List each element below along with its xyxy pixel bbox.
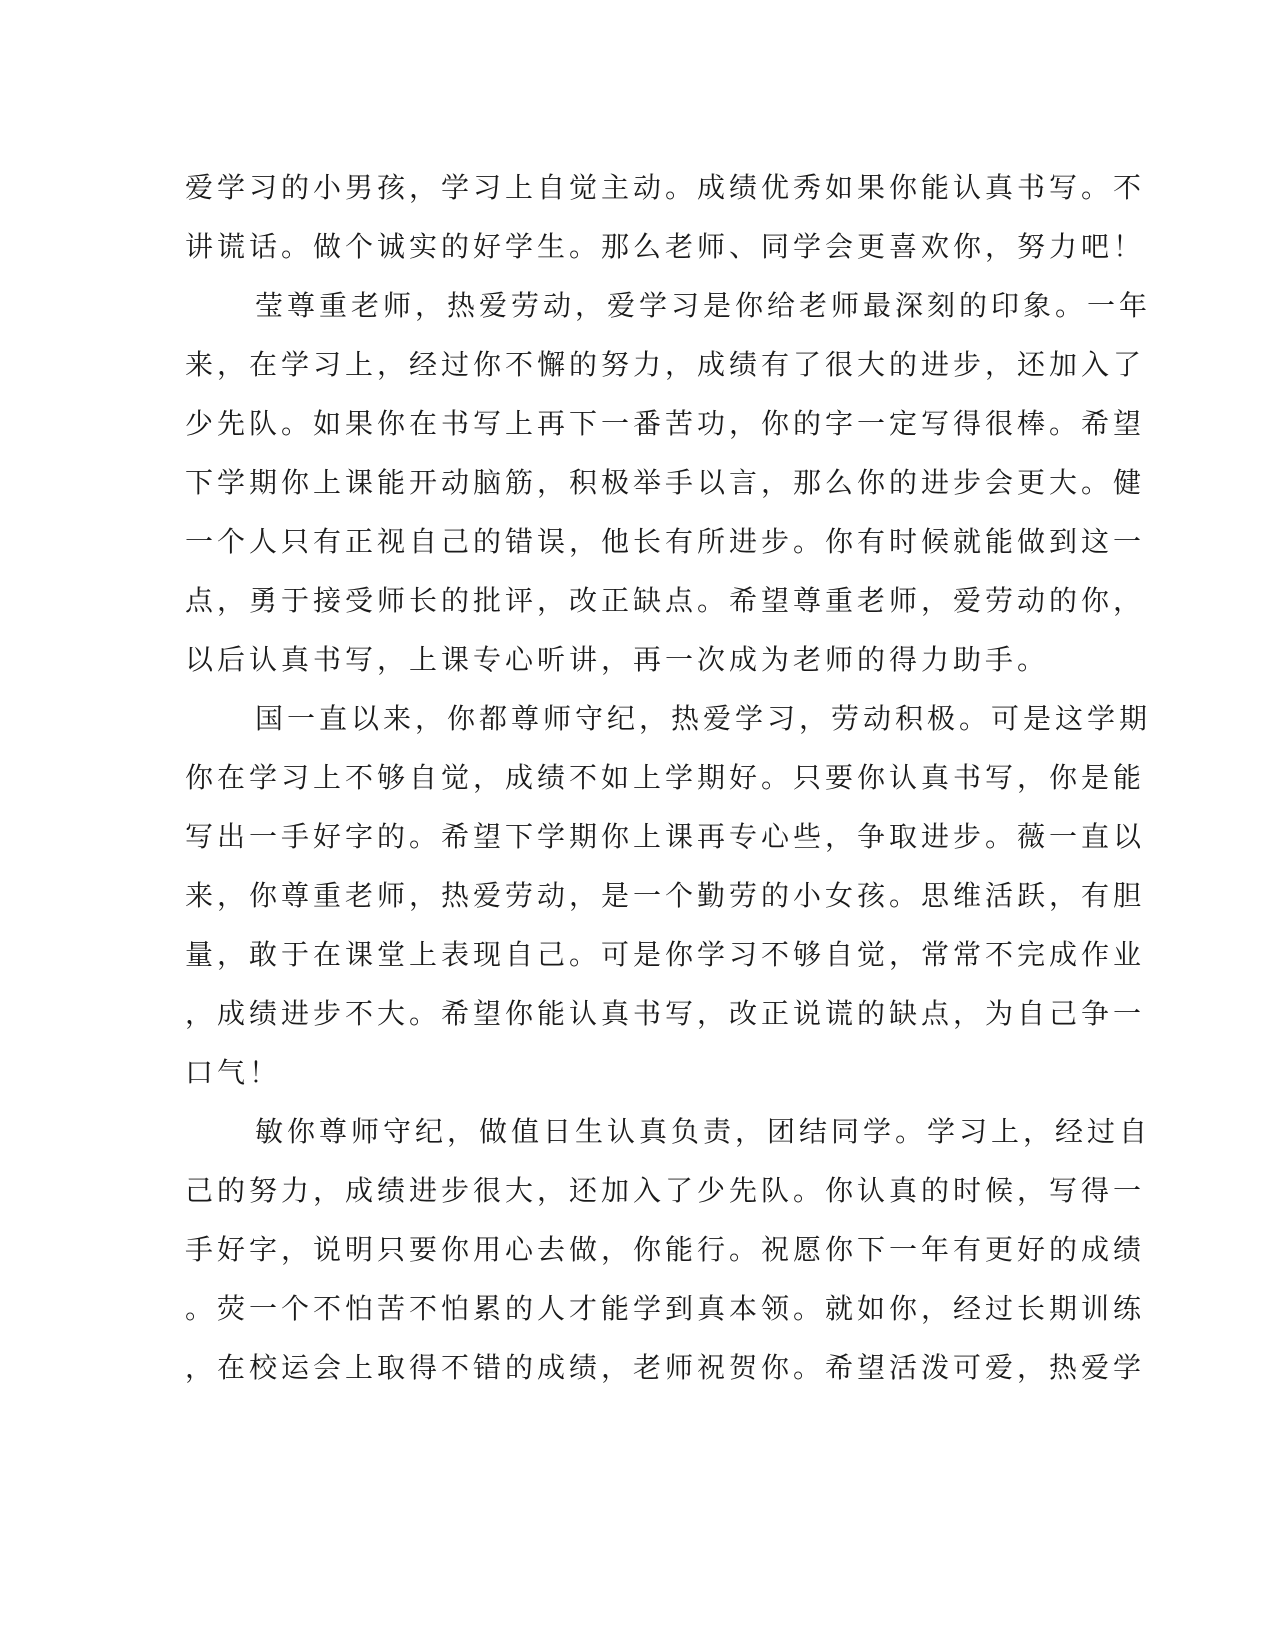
text-line: 以后认真书写，上课专心听讲，再一次成为老师的得力助手。 [185, 643, 1050, 676]
text-line: 爱学习的小男孩，学习上自觉主动。成绩优秀如果你能认真书写。不 [185, 171, 1146, 204]
text-line: ，在校运会上取得不错的成绩，老师祝贺你。希望活泼可爱，热爱学 [185, 1351, 1146, 1384]
text-line: 写出一手好字的。希望下学期你上课再专心些，争取进步。薇一直以 [185, 820, 1146, 853]
paragraph-start-line: 莹尊重老师，热爱劳动，爱学习是你给老师最深刻的印象。一年 [255, 289, 1152, 322]
text-line: 一个人只有正视自己的错误，他长有所进步。你有时候就能做到这一 [185, 525, 1146, 558]
text-line: 下学期你上课能开动脑筋，积极举手以言，那么你的进步会更大。健 [185, 466, 1146, 499]
document-body [185, 158, 1152, 1397]
text-line: 量，敢于在课堂上表现自己。可是你学习不够自觉，常常不完成作业 [185, 938, 1146, 971]
text-line: 少先队。如果你在书写上再下一番苦功，你的字一定写得很棒。希望 [185, 407, 1146, 440]
paragraph-start-line: 国一直以来，你都尊师守纪，热爱学习，劳动积极。可是这学期 [255, 702, 1152, 735]
text-line: 讲谎话。做个诚实的好学生。那么老师、同学会更喜欢你，努力吧！ [185, 230, 1146, 263]
text-line: 来，在学习上，经过你不懈的努力，成绩有了很大的进步，还加入了 [185, 348, 1146, 381]
paragraph-start-line: 敏你尊师守纪，做值日生认真负责，团结同学。学习上，经过自 [255, 1115, 1152, 1148]
text-line: 来，你尊重老师，热爱劳动，是一个勤劳的小女孩。思维活跃，有胆 [185, 879, 1146, 912]
text-line: 口气！ [185, 1056, 282, 1089]
text-line: 。荧一个不怕苦不怕累的人才能学到真本领。就如你，经过长期训练 [185, 1292, 1146, 1325]
text-line: ，成绩进步不大。希望你能认真书写，改正说谎的缺点，为自己争一 [185, 997, 1146, 1030]
text-line: 你在学习上不够自觉，成绩不如上学期好。只要你认真书写，你是能 [185, 761, 1146, 794]
text-line: 点，勇于接受师长的批评，改正缺点。希望尊重老师，爱劳动的你， [185, 584, 1146, 617]
text-line: 手好字，说明只要你用心去做，你能行。祝愿你下一年有更好的成绩 [185, 1233, 1146, 1266]
text-line: 己的努力，成绩进步很大，还加入了少先队。你认真的时候，写得一 [185, 1174, 1146, 1207]
